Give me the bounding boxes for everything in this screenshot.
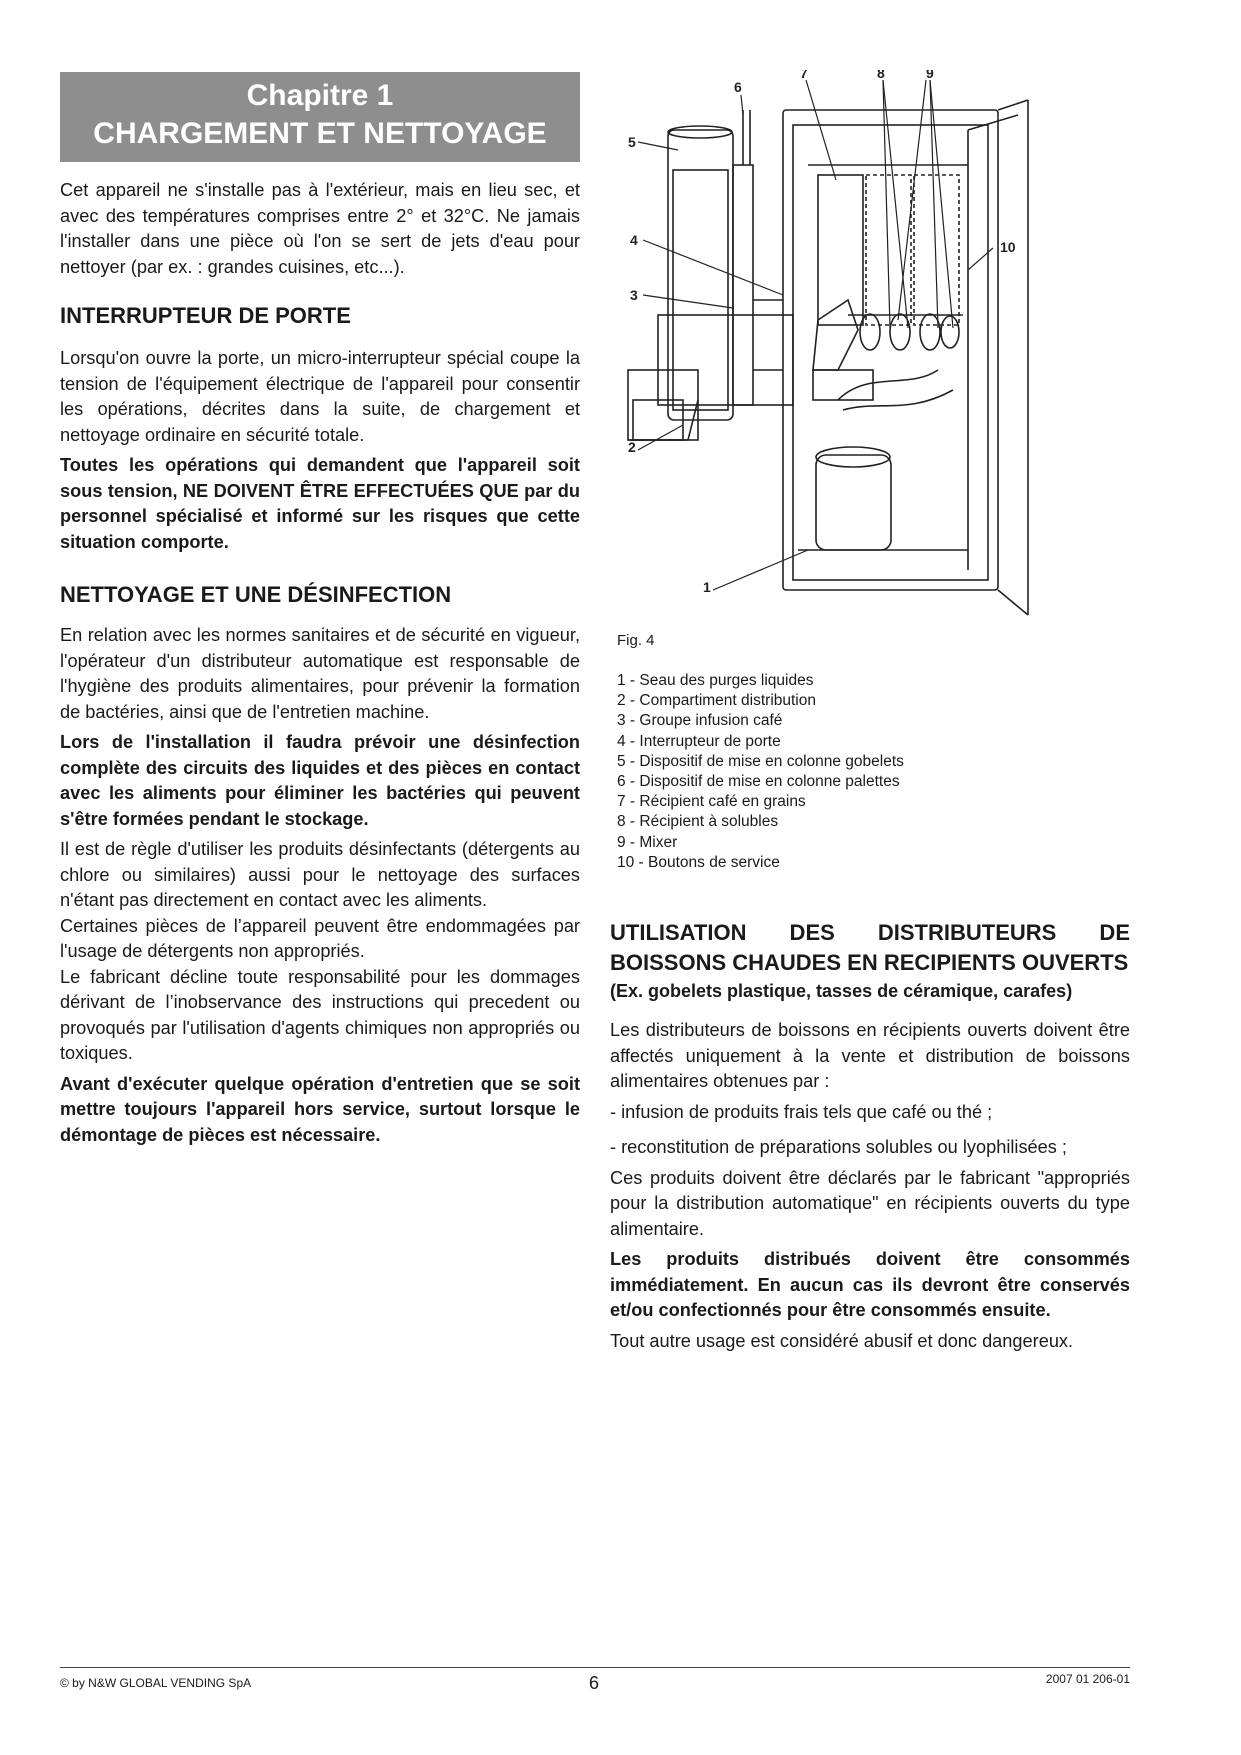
chapter-title: CHARGEMENT ET NETTOYAGE [93, 117, 547, 150]
callout-label: 9 [926, 70, 934, 81]
callout-label: 10 [1000, 239, 1016, 255]
warning-paragraph: Toutes les opérations qui demandent que l'appareil soit sous tension, NE DOIVENT ÊTRE EFFECTUÉES QUE par du personnel spécialisé et informé sur les risques que cette situation comporte. [60, 455, 580, 552]
paragraph: Lorsqu'on ouvre la porte, un micro-interrupteur spécial coupe la tension de l'équipement électrique de l'appareil pour consentir les opérations, décrites dans la suite, de chargement et nettoyage ordinaire en sécurité totale. [60, 348, 580, 445]
section-heading-interrupteur: INTERRUPTEUR DE PORTE [60, 303, 351, 328]
footer-doc-code: 2007 01 206-01 [1045, 1672, 1130, 1686]
legend-item: 2 - Compartiment distribution [617, 692, 816, 710]
figure-legend [617, 671, 904, 873]
legend-item: 7 - Récipient café en grains [617, 793, 806, 811]
legend-item: 10 - Boutons de service [617, 853, 780, 871]
paragraph: En relation avec les normes sanitaires et de sécurité en vigueur, l'opérateur d'un distributeur automatique est responsable de l'hygiène des produits alimentaires, pour prévenir la formation de bactéries, ainsi que de l'entretien machine. [60, 625, 580, 722]
callout-label: 4 [630, 232, 638, 248]
callout-label: 8 [877, 70, 885, 81]
legend-item: 6 - Dispositif de mise en colonne palettes [617, 773, 900, 791]
machine-drawing [608, 70, 1058, 620]
legend-item: 3 - Groupe infusion café [617, 712, 783, 730]
paragraph: Certaines pièces de l’appareil peuvent être endommagées par l'usage de détergents non appropriés. [60, 915, 580, 961]
paragraph: Il est de règle d'utiliser les produits désinfectants (détergents au chlore ou similaires) aussi pour le nettoyage des surfaces n'étant pas directement en contact avec les aliments. [60, 839, 580, 910]
list-item: - infusion de produits frais tels que café ou thé ; [610, 1101, 993, 1122]
legend-item: 9 - Mixer [617, 833, 678, 851]
paragraph: Ces produits doivent être déclarés par le fabricant "appropriés pour la distribution automatique" en récipients ouverts du type alimentaire. [610, 1167, 1130, 1239]
callout-label: 7 [800, 70, 808, 81]
callout-label: 2 [628, 439, 636, 455]
intro-paragraph: Cet appareil ne s'installe pas à l'extérieur, mais en lieu sec, et avec des températures comprises entre 2° et 32°C. Ne jamais l'installer dans une pièce où l'on se sert de jets d'eau pour nettoyer (par ex. : grandes cuisines, etc...). [60, 180, 580, 277]
legend-item: 1 - Seau des purges liquides [617, 672, 814, 689]
paragraph: Le fabricant décline toute responsabilité pour les dommages dérivant de l’inobservance des instructions qui precedent ou provoqués par l'utilisation d'agents chimiques non appropriés ou toxiques. [60, 966, 580, 1063]
left-column [60, 72, 580, 1148]
right-column [610, 918, 1130, 1354]
chapter-number: Chapitre 1 [246, 79, 394, 112]
warning-paragraph: Lors de l'installation il faudra prévoir une désinfection complète des circuits des liquides et des pièces en contact avec les aliments pour éliminer les bactéries qui peuvent s'être formées pendant le stockage. [60, 732, 580, 829]
page-number: 6 [589, 1673, 600, 1693]
warning-paragraph: Les produits distribués doivent être consommés immédiatement. En aucun cas ils devront être conservés et/ou confectionnés pour être consommés ensuite. [610, 1249, 1130, 1320]
legend-item: 4 - Interrupteur de porte [617, 732, 781, 750]
callout-label: 6 [734, 79, 742, 95]
legend-item: 8 - Récipient à solubles [617, 813, 779, 831]
chapter-title-box [60, 72, 580, 162]
list-item: - reconstitution de préparations solubles ou lyophilisées ; [610, 1137, 1067, 1157]
legend-item: 5 - Dispositif de mise en colonne gobelets [617, 752, 904, 770]
warning-paragraph: Avant d'exécuter quelque opération d'entretien que se soit mettre toujours l'appareil hors service, surtout lorsque le démontage de pièces est nécessaire. [60, 1073, 580, 1145]
section-heading-utilisation: UTILISATION DES DISTRIBUTEURS DE BOISSONS CHAUDES EN RECIPIENTS OUVERTS [610, 920, 1130, 975]
section-heading-nettoyage: NETTOYAGE ET UNE DÉSINFECTION [60, 582, 452, 607]
callout-label: 3 [630, 287, 638, 303]
machine-diagram [608, 70, 1058, 620]
paragraph: Tout autre usage est considéré abusif et donc dangereux. [610, 1330, 1074, 1351]
callout-label: 5 [628, 134, 636, 150]
footer-copyright: © by N&W GLOBAL VENDING SpA [60, 1676, 252, 1690]
footer-divider [60, 1667, 1130, 1668]
section-subheading: (Ex. gobelets plastique, tasses de céramique, carafes) [610, 981, 1073, 1001]
callout-label: 1 [703, 579, 711, 595]
paragraph: Les distributeurs de boissons en récipients ouverts doivent être affectés uniquement à la vente et distribution de boissons alimentaires obtenues par : [610, 1020, 1130, 1091]
figure-caption: Fig. 4 [617, 632, 655, 649]
